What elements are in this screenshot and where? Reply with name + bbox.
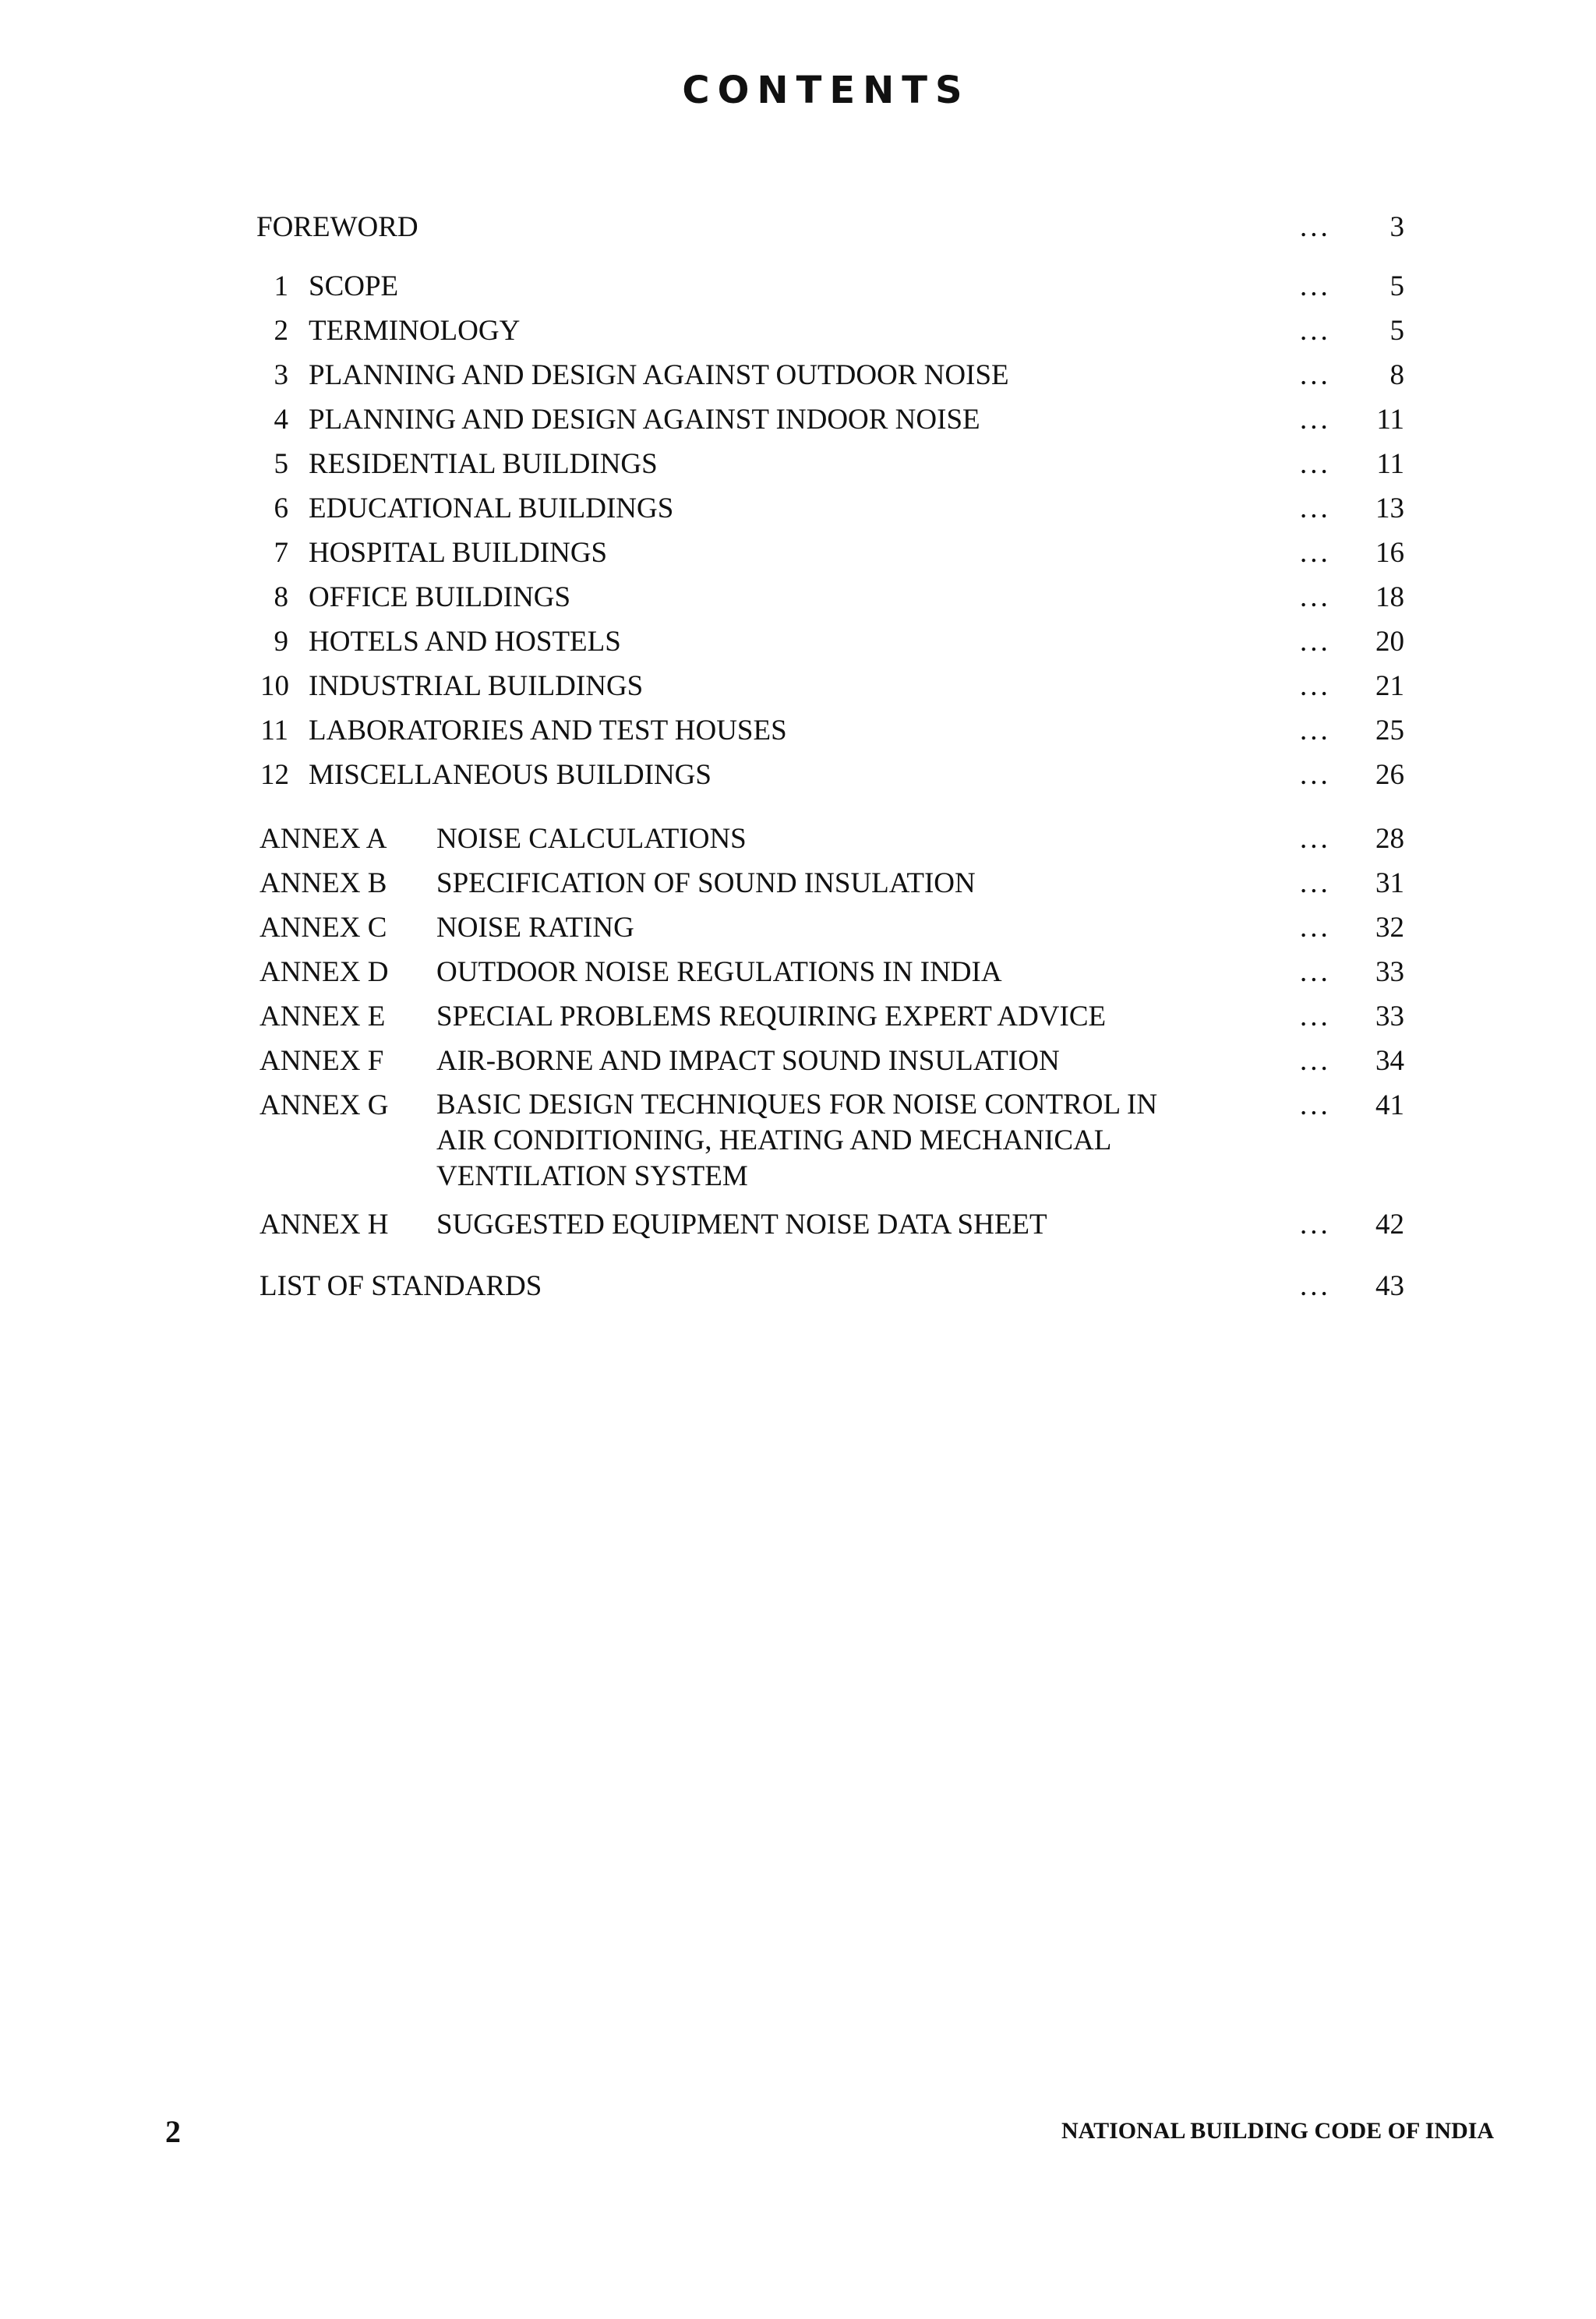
toc-page-number: 31 [1375,867,1404,899]
toc-leader: ... [1300,670,1331,702]
toc-leader: ... [1300,1089,1331,1121]
toc-entry[interactable] [0,312,1596,350]
toc-leader: ... [1300,626,1331,658]
toc-annex-entry[interactable] [0,909,1596,947]
toc-entry-label: NOISE RATING [436,912,634,944]
toc-annex-entry[interactable] [0,954,1596,991]
toc-entry[interactable] [0,446,1596,483]
toc-page-number: 34 [1375,1045,1404,1077]
section-number: 12 [260,759,289,791]
toc-leader: ... [1300,956,1331,988]
toc-entry-label: SUGGESTED EQUIPMENT NOISE DATA SHEET [436,1209,1047,1241]
toc-leader: ... [1300,404,1331,436]
toc-page-number: 20 [1375,626,1404,658]
toc-page-number: 11 [1376,448,1404,480]
toc-entry-label: FOREWORD [256,211,418,243]
toc-page-number: 33 [1375,956,1404,988]
toc-leader: ... [1300,1045,1331,1077]
annex-key: ANNEX A [260,823,387,855]
annex-key: ANNEX G [260,1089,389,1121]
toc-page-number: 5 [1389,270,1404,302]
toc-page-number: 42 [1375,1209,1404,1241]
toc-entry[interactable] [0,357,1596,394]
toc-leader: ... [1300,912,1331,944]
annex-key: ANNEX F [260,1045,384,1077]
toc-leader: ... [1300,448,1331,480]
annex-key: ANNEX H [260,1209,389,1241]
toc-entry-label: INDUSTRIAL BUILDINGS [309,670,644,702]
toc-entry-label: OUTDOOR NOISE REGULATIONS IN INDIA [436,956,1002,988]
toc-page-number: 16 [1375,537,1404,569]
section-number: 11 [260,715,288,747]
toc-leader: ... [1300,759,1331,791]
toc-leader: ... [1300,1270,1331,1302]
toc-leader: ... [1300,315,1331,347]
toc-entry-label-multiline [436,1087,1278,1195]
toc-leader: ... [1300,492,1331,524]
section-number: 5 [274,448,288,480]
toc-annex-entry[interactable] [0,1043,1596,1080]
toc-entry-label: NOISE CALCULATIONS [436,823,747,855]
toc-annex-entry[interactable] [0,865,1596,902]
toc-page-number: 28 [1375,823,1404,855]
toc-entry-label: OFFICE BUILDINGS [309,581,571,613]
section-number: 3 [274,359,288,391]
toc-leader: ... [1300,581,1331,613]
toc-leader: ... [1300,359,1331,391]
toc-entry-foreword[interactable] [0,209,1596,246]
toc-page-number: 32 [1375,912,1404,944]
toc-leader: ... [1300,211,1331,243]
toc-entry[interactable] [0,757,1596,794]
toc-leader: ... [1300,1209,1331,1241]
toc-page-number: 5 [1389,315,1404,347]
toc-entry-label: SCOPE [309,270,399,302]
toc-annex-entry[interactable] [0,821,1596,858]
section-number: 2 [274,315,288,347]
toc-page-number: 25 [1375,715,1404,747]
page-title: CONTENTS [682,69,970,112]
annex-key: ANNEX D [260,956,389,988]
toc-leader: ... [1300,867,1331,899]
section-number: 8 [274,581,288,613]
toc-entry-list-of-standards[interactable] [0,1268,1596,1305]
section-number: 1 [274,270,288,302]
toc-entry[interactable] [0,268,1596,305]
toc-entry[interactable] [0,623,1596,661]
toc-page-number: 18 [1375,581,1404,613]
toc-annex-entry[interactable] [0,998,1596,1036]
annex-key: ANNEX E [260,1001,386,1032]
toc-entry-label: TERMINOLOGY [309,315,521,347]
toc-annex-entry[interactable] [0,1087,1596,1196]
toc-page-number: 26 [1375,759,1404,791]
toc-entry-label-line: AIR CONDITIONING, HEATING AND MECHANICAL [436,1124,1112,1156]
toc-page-number: 8 [1389,359,1404,391]
section-number: 4 [274,404,288,436]
toc-entry[interactable] [0,401,1596,439]
toc-entry[interactable] [0,712,1596,750]
toc-entry-label: HOSPITAL BUILDINGS [309,537,608,569]
toc-page-number: 11 [1376,404,1404,436]
section-number: 9 [274,626,288,658]
toc-entry-label: HOTELS AND HOSTELS [309,626,621,658]
toc-entry[interactable] [0,535,1596,572]
toc-entry-label: PLANNING AND DESIGN AGAINST INDOOR NOISE [309,404,980,436]
annex-key: ANNEX B [260,867,387,899]
toc-leader: ... [1300,270,1331,302]
toc-entry-label: AIR-BORNE AND IMPACT SOUND INSULATION [436,1045,1060,1077]
annex-key: ANNEX C [260,912,387,944]
toc-entry-label: SPECIAL PROBLEMS REQUIRING EXPERT ADVICE [436,1001,1107,1032]
toc-entry-label: EDUCATIONAL BUILDINGS [309,492,674,524]
toc-entry-label: SPECIFICATION OF SOUND INSULATION [436,867,976,899]
toc-leader: ... [1300,537,1331,569]
footer-publication-title: NATIONAL BUILDING CODE OF INDIA [1061,2118,1495,2144]
toc-leader: ... [1300,715,1331,747]
section-number: 10 [260,670,289,702]
toc-leader: ... [1300,1001,1331,1032]
toc-entry-label: LABORATORIES AND TEST HOUSES [309,715,787,747]
toc-entry-label-line: VENTILATION SYSTEM [436,1160,748,1192]
section-number: 7 [274,537,288,569]
toc-page-number: 33 [1375,1001,1404,1032]
toc-entry[interactable] [0,668,1596,705]
toc-page-number: 3 [1389,211,1404,243]
toc-entry[interactable] [0,490,1596,528]
footer-page-number: 2 [165,2114,181,2149]
toc-page-number: 43 [1375,1270,1404,1302]
toc-entry-label: PLANNING AND DESIGN AGAINST OUTDOOR NOISE [309,359,1009,391]
toc-entry-label: MISCELLANEOUS BUILDINGS [309,759,711,791]
toc-entry-label: RESIDENTIAL BUILDINGS [309,448,658,480]
toc-page-number: 13 [1375,492,1404,524]
toc-entry-label: LIST OF STANDARDS [260,1270,542,1302]
toc-annex-entry[interactable] [0,1206,1596,1244]
section-number: 6 [274,492,288,524]
toc-entry[interactable] [0,579,1596,616]
toc-leader: ... [1300,823,1331,855]
toc-page-number: 21 [1375,670,1404,702]
toc-page-number: 41 [1375,1089,1404,1121]
toc-entry-label-line: BASIC DESIGN TECHNIQUES FOR NOISE CONTROL IN [436,1089,1158,1121]
